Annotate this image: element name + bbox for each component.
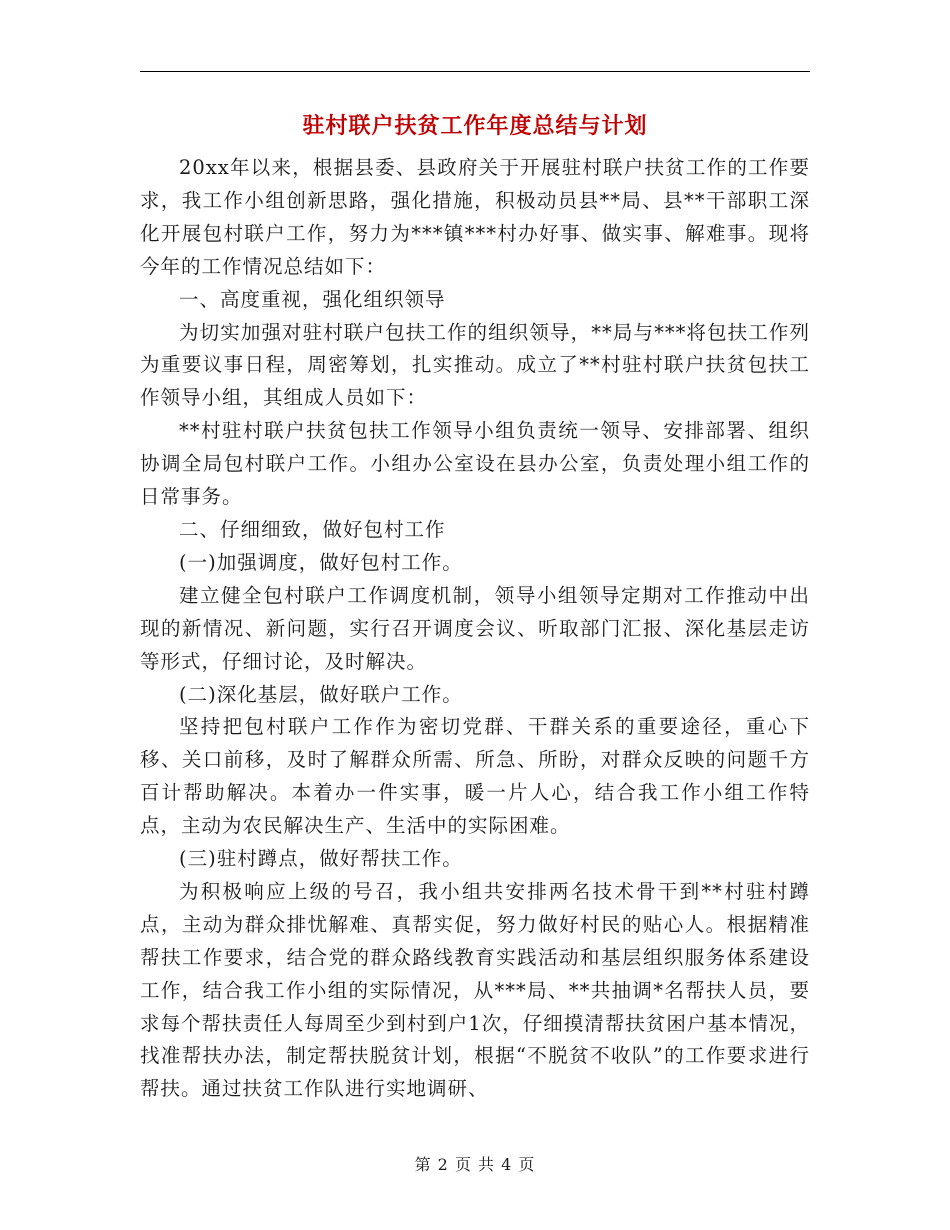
subsection-heading: (三)驻村蹲点，做好帮扶工作。 [179,847,463,871]
document-title: 驻村联户扶贫工作年度总结与计划 [302,113,648,139]
header-rule [140,71,810,72]
paragraph: 建立健全包村联户工作调度机制，领导小组领导定期对工作推动中出现的新情况、新问题，实行召开调度会议、听取部门汇报、深化基层走访等形式，仔细讨论，及时解决。 [140,583,810,673]
subsection-heading: (二)深化基层，做好联户工作。 [179,682,463,706]
section-heading: 一、高度重视，强化组织领导 [179,287,446,311]
subsection-heading: (一)加强调度，做好包村工作。 [179,550,463,574]
paragraph: **村驻村联户扶贫包扶工作领导小组负责统一领导、安排部署、组织协调全局包村联户工作。小组办公室设在县办公室，负责处理小组工作的日常事务。 [140,419,810,509]
paragraph: 为切实加强对驻村联户包扶工作的组织领导，**局与***将包扶工作列为重要议事日程，周密筹划，扎实推动。成立了**村驻村联户扶贫包扶工作领导小组，其组成人员如下： [140,320,810,410]
document-body [140,152,810,1106]
paragraph: 为积极响应上级的号召，我小组共安排两名技术骨干到**村驻村蹲点，主动为群众排忧解难、真帮实促，努力做好村民的贴心人。根据精准帮扶工作要求，结合党的群众路线教育实践活动和基层组织服务体系建设工作，结合我工作小组的实际情况，从***局、**共抽调*名帮扶人员，要求每个帮扶责任人每周至少到村到户1次，仔细摸清帮扶贫困户基本情况，找准帮扶办法，制定帮扶脱贫计划，根据“不脱贫不收队”的工作要求进行帮扶。通过扶贫工作队进行实地调研、 [140,879,810,1101]
section-heading: 二、仔细细致，做好包村工作 [179,517,446,541]
page-number: 第 2 页 共 4 页 [414,1155,536,1174]
paragraph: 坚持把包村联户工作作为密切党群、干群关系的重要途径，重心下移、关口前移，及时了解群众所需、所急、所盼，对群众反映的问题千方百计帮助解决。本着办一件实事，暖一片人心，结合我工作小组工作特点，主动为农民解决生产、生活中的实际困难。 [140,715,810,838]
paragraph: 20xx年以来，根据县委、县政府关于开展驻村联户扶贫工作的工作要求，我工作小组创新思路，强化措施，积极动员县**局、县**干部职工深化开展包村联户工作，努力为***镇***村办好事、做实事、解难事。现将今年的工作情况总结如下： [140,156,810,278]
